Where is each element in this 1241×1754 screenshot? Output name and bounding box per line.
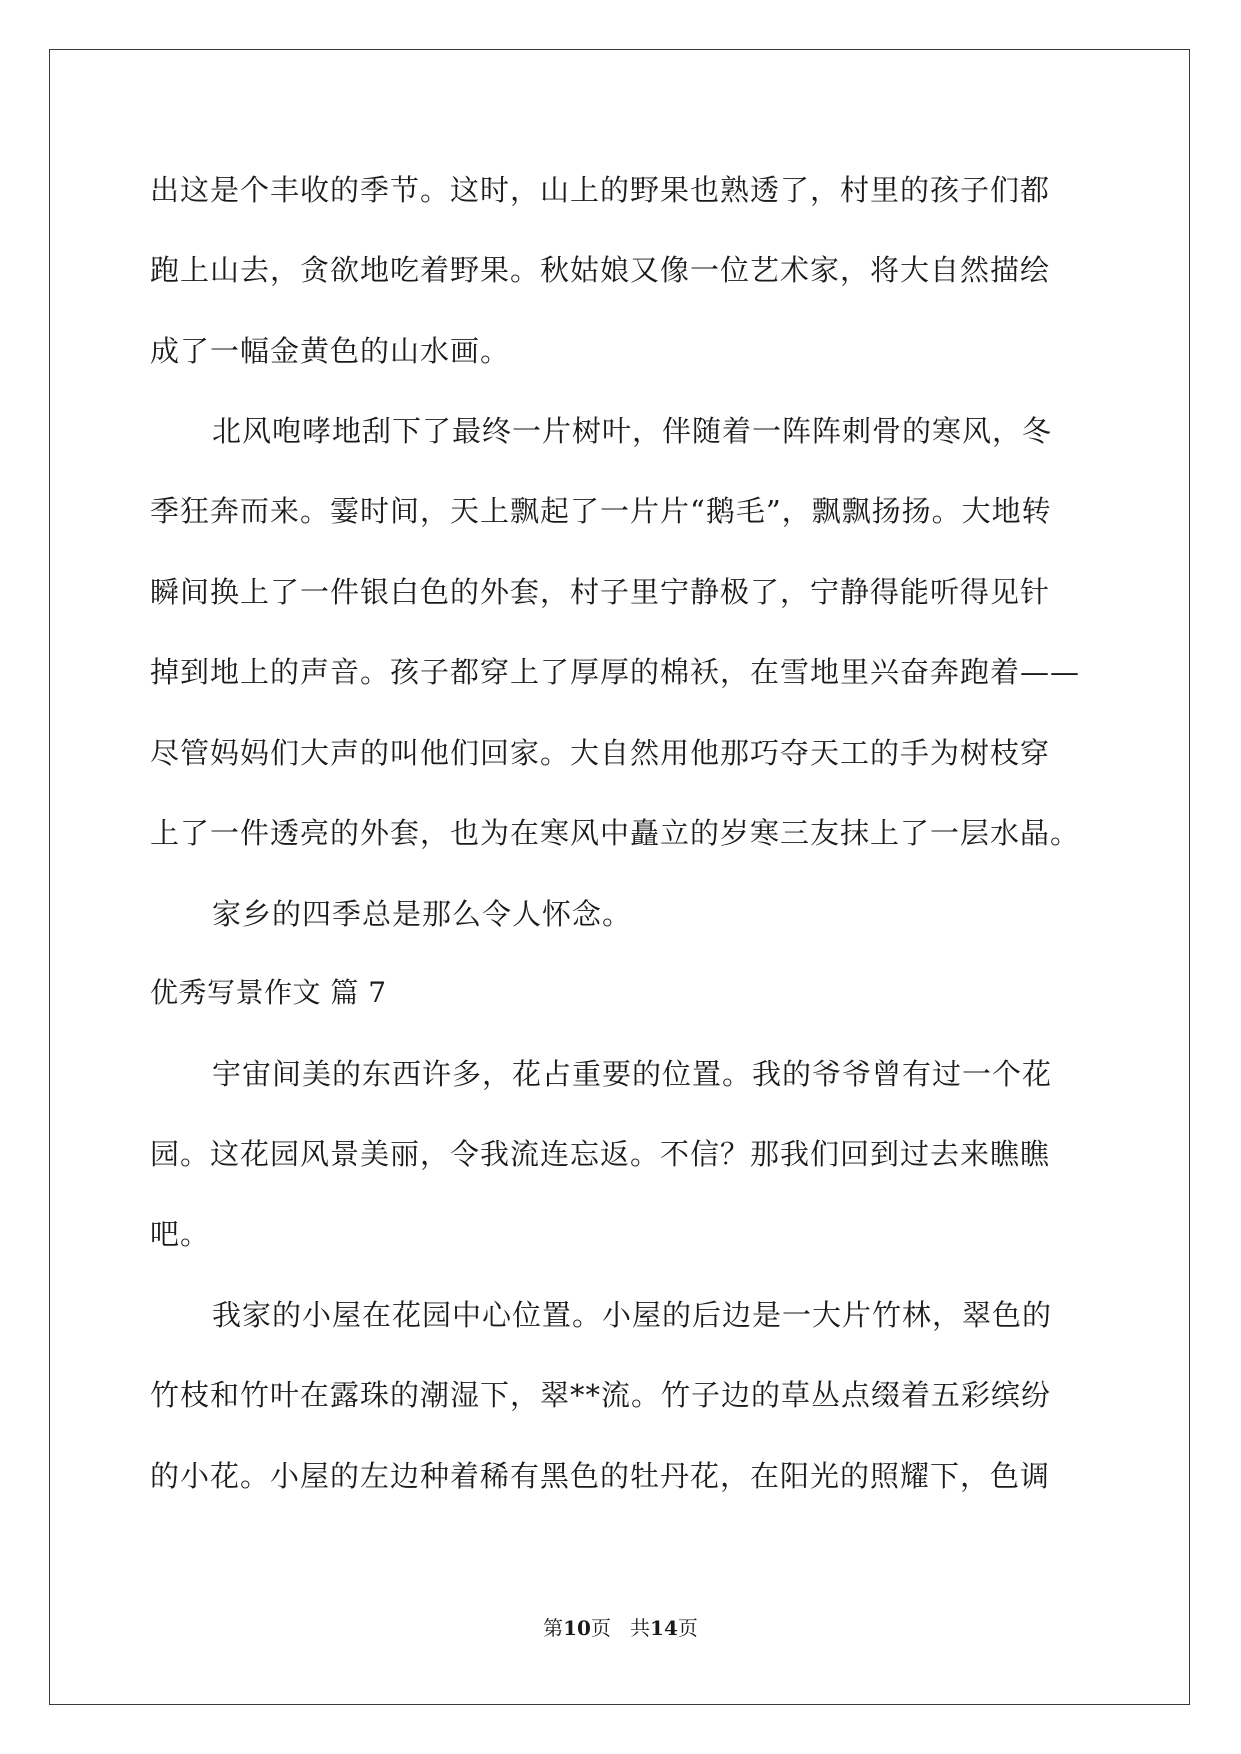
paragraph-line: 的小花。小屋的左边种着稀有黑色的牡丹花，在阳光的照耀下，色调 [150,1459,1051,1493]
paragraph-line: 宇宙间美的东西许多，花占重要的位置。我的爷爷曾有过一个花 [212,1057,1053,1091]
paragraph-line: 掉到地上的声音。孩子都穿上了厚厚的棉袄，在雪地里兴奋奔跑着—— [150,655,1081,689]
paragraph-line: 园。这花园风景美丽，令我流连忘返。不信？那我们回到过去来瞧瞧 [150,1137,1051,1171]
paragraph-line: 我家的小屋在花园中心位置。小屋的后边是一大片竹林，翠色的 [212,1298,1053,1332]
paragraph-line: 瞬间换上了一件银白色的外套，村子里宁静极了，宁静得能听得见针 [150,575,1051,609]
page-number-mid: 页 共 [590,1616,651,1640]
page-footer [0,1616,1241,1640]
paragraph-line: 出这是个丰收的季节。这时，山上的野果也熟透了，村里的孩子们都 [150,173,1051,207]
paragraph-line: 上了一件透亮的外套，也为在寒风中矗立的岁寒三友抹上了一层水晶。 [150,816,1081,850]
page-number-prefix: 第 [543,1616,564,1640]
paragraph-line: 竹枝和竹叶在露珠的潮湿下，翠**流。竹子边的草丛点缀着五彩缤纷 [150,1378,1052,1412]
paragraph-line: 跑上山去，贪欲地吃着野果。秋姑娘又像一位艺术家，将大自然描绘 [150,253,1051,287]
paragraph-line: 季狂奔而来。霎时间，天上飘起了一片片“鹅毛”，飘飘扬扬。大地转 [150,494,1052,528]
page-number-current: 10 [563,1616,591,1640]
page-number-suffix: 页 [677,1616,698,1640]
paragraph-line: 尽管妈妈们大声的叫他们回家。大自然用他那巧夺天工的手为树枝穿 [150,736,1051,770]
paragraph-line: 吧。 [150,1217,211,1251]
paragraph-line: 成了一幅金黄色的山水画。 [150,334,511,368]
section-heading: 优秀写景作文 篇 7 [150,976,387,1009]
paragraph-line: 北风咆哮地刮下了最终一片树叶，伴随着一阵阵刺骨的寒风，冬 [212,414,1053,448]
page-number-total: 14 [650,1616,678,1640]
paragraph-line: 家乡的四季总是那么令人怀念。 [212,897,633,931]
